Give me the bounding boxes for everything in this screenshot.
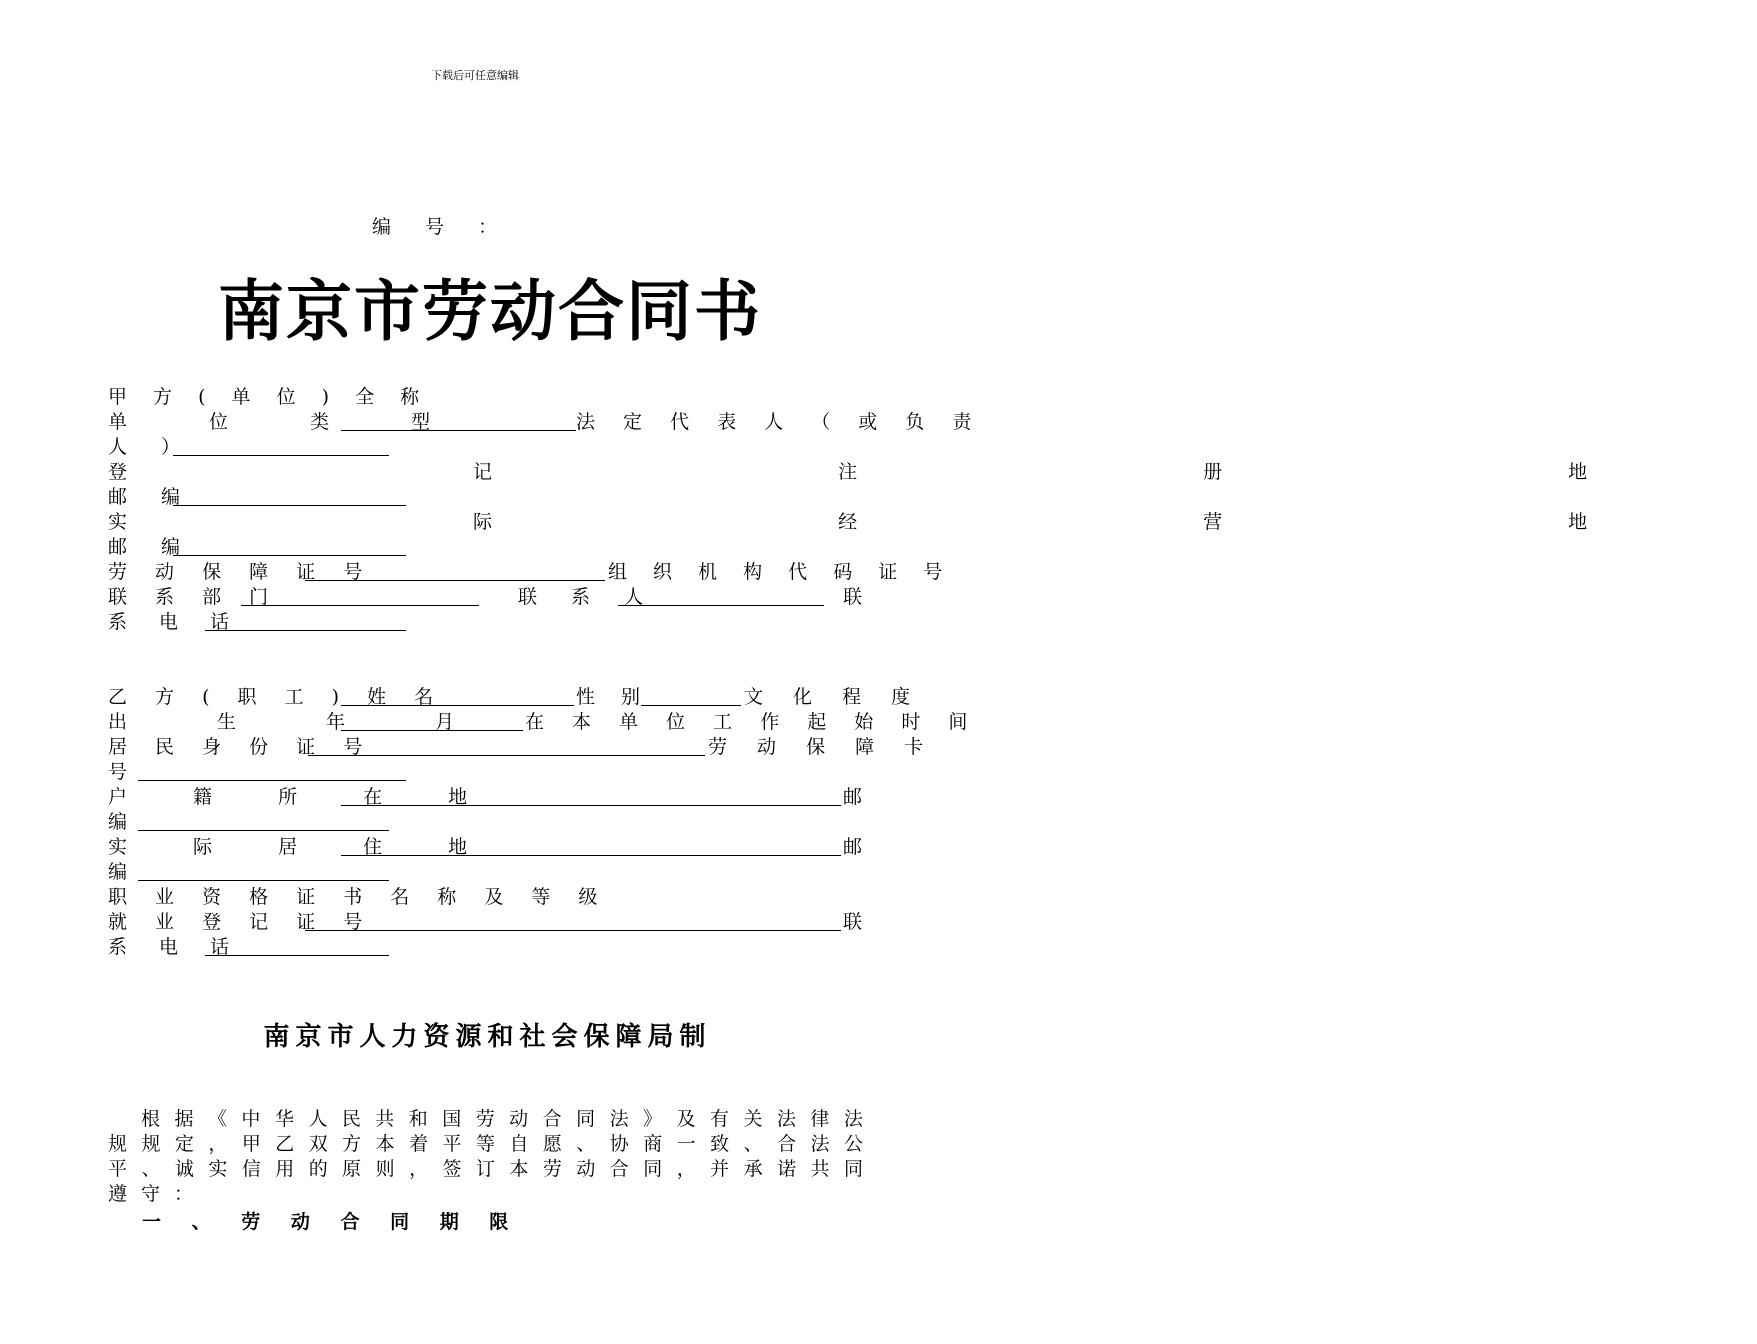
preamble-char: 合 [777, 1133, 797, 1155]
card-field[interactable] [138, 780, 406, 781]
preamble-char: 实 [208, 1158, 228, 1180]
preamble-row-2 [108, 1132, 863, 1157]
preamble-char: 诚 [174, 1158, 194, 1180]
postcode-b-row-2 [108, 860, 863, 885]
gender-field[interactable] [641, 705, 741, 706]
preamble-char: 愿 [542, 1133, 562, 1155]
unit-type-label: 单 位 类 型 [108, 411, 469, 433]
preamble [108, 1107, 863, 1207]
preamble-char: 同 [643, 1158, 663, 1180]
preamble-char: 律 [810, 1108, 830, 1130]
preamble-char: ， [676, 1158, 696, 1180]
phone-b-row [108, 935, 863, 960]
preamble-char: ， [409, 1158, 429, 1180]
preamble-char: 共 [810, 1158, 830, 1180]
birth-field[interactable] [341, 730, 523, 731]
party-b-name-label: 乙 方 ( 职 工 ) 姓 名 [108, 686, 445, 708]
header-note: 下载后可任意编辑 [431, 69, 519, 82]
qualification-row [108, 885, 863, 910]
preamble-char: 、 [743, 1133, 763, 1155]
document-title: 南京市劳动合同书 [218, 273, 762, 350]
preamble-char: ， [208, 1133, 228, 1155]
residence-row [108, 835, 873, 860]
postcode-start-2: 邮 [843, 836, 873, 858]
preamble-char: 人 [308, 1108, 328, 1130]
preamble-char: 用 [275, 1158, 295, 1180]
preamble-char: 及 [676, 1108, 696, 1130]
preamble-char: 定 [174, 1133, 194, 1155]
preamble-char: 劳 [542, 1158, 562, 1180]
postcode-label-2: 邮 编 [108, 536, 195, 558]
preamble-char: 的 [308, 1158, 328, 1180]
contact-field[interactable] [618, 605, 824, 606]
preamble-char: 甲 [241, 1133, 261, 1155]
legal-rep-cont-row [108, 435, 863, 460]
legal-rep-cont-label: 人 ） [108, 436, 195, 458]
preamble-char: 有 [709, 1108, 729, 1130]
preamble-char: 合 [609, 1158, 629, 1180]
preamble-row-3 [108, 1157, 863, 1182]
issuer-title: 南京市人力资源和社会保障局制 [263, 1022, 712, 1052]
actual-address-row [108, 510, 1757, 535]
qualification-label: 职 业 资 格 证 书 名 称 及 等 级 [108, 886, 609, 908]
postcode-start-1: 邮 [843, 786, 873, 808]
department-row [108, 585, 873, 610]
preamble-char: 法 [609, 1108, 629, 1130]
preamble-char: 签 [442, 1158, 462, 1180]
residence-label: 实 际 居 住 地 [108, 836, 498, 858]
preamble-char: 合 [542, 1108, 562, 1130]
legal-rep-label: 法 定 代 表 人 （ 或 负 责 [576, 411, 983, 433]
preamble-char: 本 [375, 1133, 395, 1155]
preamble-char: 根 [141, 1108, 161, 1130]
preamble-char: 、 [141, 1158, 161, 1180]
id-label: 居 民 身 份 证 号 [108, 736, 374, 758]
labor-cert-field[interactable] [305, 580, 605, 581]
postcode-b-field-1[interactable] [138, 830, 389, 831]
legal-rep-field[interactable] [173, 455, 389, 456]
party-b-name-field[interactable] [341, 705, 574, 706]
party-b-name-row [108, 685, 923, 710]
preamble-char: 民 [341, 1108, 361, 1130]
party-a-name-row [108, 385, 863, 410]
preamble-row-4: 遵守： [108, 1183, 208, 1205]
preamble-char: 信 [241, 1158, 261, 1180]
hukou-row [108, 785, 873, 810]
education-label: 文 化 程 度 [744, 686, 923, 708]
actual-address-label: 实 际 经 营 地 [108, 511, 1757, 533]
preamble-char: 协 [609, 1133, 629, 1155]
preamble-char: 商 [643, 1133, 663, 1155]
hukou-field[interactable] [341, 805, 841, 806]
unit-type-row [108, 410, 983, 435]
preamble-char: 双 [308, 1133, 328, 1155]
preamble-row-1 [108, 1107, 863, 1132]
postcode-end-1: 编 [108, 811, 138, 833]
preamble-char: 据 [174, 1108, 194, 1130]
preamble-char: 着 [409, 1133, 429, 1155]
postcode-b-field-2[interactable] [138, 880, 389, 881]
org-code-label: 组 织 机 构 代 码 证 号 [608, 561, 953, 583]
card-cont-row [108, 760, 863, 785]
postcode-row-2 [108, 535, 863, 560]
card-label: 劳 动 保 障 卡 [708, 736, 936, 758]
labor-cert-row [108, 560, 953, 585]
postcode-row-1 [108, 485, 863, 510]
preamble-char: 、 [576, 1133, 596, 1155]
preamble-char: 动 [576, 1158, 596, 1180]
preamble-char: 规 [141, 1133, 161, 1155]
postcode-field-2[interactable] [173, 555, 406, 556]
phone-label-start: 联 [843, 586, 873, 608]
postcode-end-2: 编 [108, 861, 138, 883]
postcode-field-1[interactable] [173, 505, 406, 506]
preamble-char: 一 [676, 1133, 696, 1155]
start-date-label: 在 本 单 位 工 作 起 始 时 间 [525, 711, 979, 733]
contact-label: 联 系 人 [518, 586, 658, 608]
preamble-char: 华 [274, 1108, 294, 1130]
preamble-char: 国 [442, 1108, 462, 1130]
preamble-char: 乙 [275, 1133, 295, 1155]
id-field[interactable] [308, 755, 705, 756]
preamble-char: 法 [810, 1133, 830, 1155]
preamble-char: 规 [108, 1133, 128, 1155]
preamble-char: 中 [241, 1108, 261, 1130]
preamble-char: 并 [710, 1158, 730, 1180]
party-a-name-label: 甲 方 ( 单 位 ) 全 称 [108, 386, 430, 408]
preamble-char: 劳 [475, 1108, 495, 1130]
department-label: 联 系 部 门 [108, 586, 280, 608]
phone-b-start: 联 [843, 911, 873, 933]
postcode-label-1: 邮 编 [108, 486, 195, 508]
reg-address-row [108, 460, 1757, 485]
employment-row [108, 910, 873, 935]
preamble-char: 同 [576, 1108, 596, 1130]
preamble-char: 订 [475, 1158, 495, 1180]
gender-label: 性 别 [576, 686, 651, 708]
preamble-char: 动 [509, 1108, 529, 1130]
preamble-char: 原 [342, 1158, 362, 1180]
card-cont-label: 号 [108, 761, 138, 783]
employment-label: 就 业 登 记 证 号 [108, 911, 374, 933]
preamble-char: 方 [342, 1133, 362, 1155]
phone-label: 系 电 话 [108, 611, 243, 633]
birth-row [108, 710, 979, 735]
preamble-char: 公 [843, 1133, 863, 1155]
preamble-char: 法 [776, 1108, 796, 1130]
residence-field[interactable] [341, 855, 841, 856]
preamble-char: 同 [843, 1158, 863, 1180]
id-row [108, 735, 936, 760]
phone-b-label: 系 电 话 [108, 936, 243, 958]
preamble-char: 关 [743, 1108, 763, 1130]
serial-number-label: 编 号 ： [372, 216, 512, 238]
preamble-char: 诺 [777, 1158, 797, 1180]
preamble-char: 平 [108, 1158, 128, 1180]
phone-field[interactable] [205, 630, 406, 631]
preamble-char: 共 [375, 1108, 395, 1130]
preamble-char: 自 [509, 1133, 529, 1155]
labor-cert-label: 劳 动 保 障 证 号 [108, 561, 374, 583]
preamble-char: 等 [475, 1133, 495, 1155]
phone-row [108, 610, 863, 635]
preamble-char: 平 [442, 1133, 462, 1155]
preamble-char: 和 [408, 1108, 428, 1130]
section-1-heading: 一 、 劳 动 合 同 期 限 [142, 1211, 521, 1233]
reg-address-label: 登 记 注 册 地 [108, 461, 1757, 483]
preamble-char: 致 [710, 1133, 730, 1155]
preamble-char: 法 [843, 1108, 863, 1130]
preamble-char: 《 [207, 1108, 227, 1130]
department-field[interactable] [241, 605, 479, 606]
unit-type-field[interactable] [341, 430, 576, 431]
phone-b-field[interactable] [205, 955, 389, 956]
hukou-label: 户 籍 所 在 地 [108, 786, 498, 808]
employment-field[interactable] [305, 930, 841, 931]
preamble-char: 承 [743, 1158, 763, 1180]
preamble-char: 》 [643, 1108, 663, 1130]
preamble-char: 本 [509, 1158, 529, 1180]
postcode-b-row-1 [108, 810, 863, 835]
birth-label: 出 生 年 月 [108, 711, 497, 733]
preamble-char: 则 [375, 1158, 395, 1180]
